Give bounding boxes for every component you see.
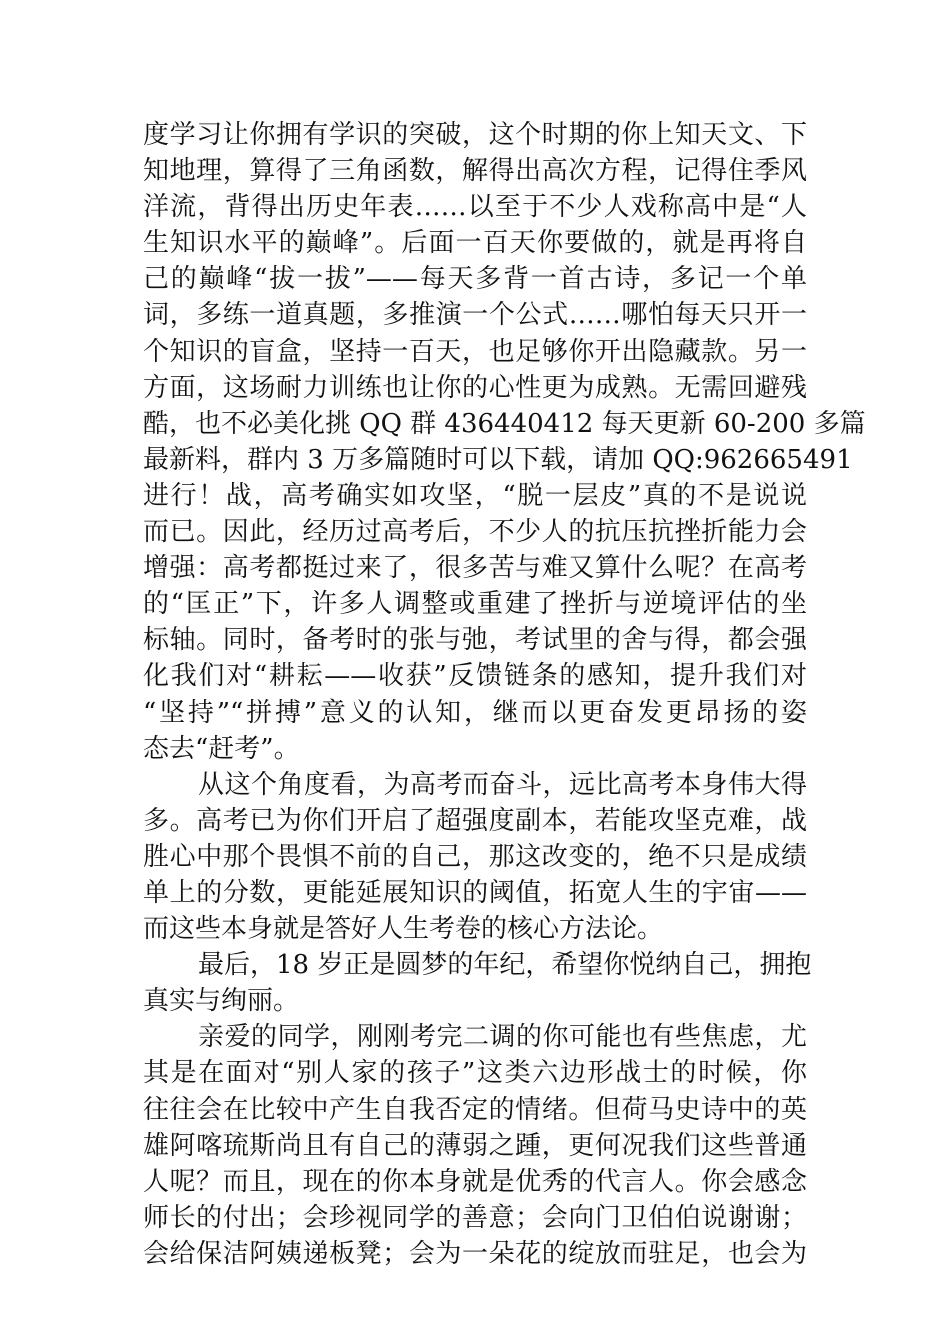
text-line: 从这个角度看，为高考而奋斗，远比高考本身伟大得 [198,769,807,800]
paragraph-1 [143,117,866,767]
text-line: 雄阿喀琉斯尚且有自己的薄弱之踵，更何况我们这些普通 [143,1130,807,1161]
text-line: 己的巅峰“拔一拔”——每天多背一首古诗，多记一个单 [143,264,807,295]
text-line: 的“匡正”下，许多人调整或重建了挫折与逆境评估的坐 [143,589,807,620]
text-line: 态去“赶考”。 [143,733,300,764]
text-line: 个知识的盲盒，坚持一百天，也足够你开出隐藏款。另一 [143,336,807,367]
document-body [143,117,866,1272]
paragraph-3 [143,947,812,1019]
text-line: 真实与绚丽。 [143,986,300,1017]
text-line: 最后，18 岁正是圆梦的年纪，希望你悦纳自己，拥抱 [198,950,812,981]
text-line: 师长的付出；会珍视同学的善意；会向门卫伯伯说谢谢； [143,1202,807,1233]
text-line: 其是在面对“别人家的孩子”这类六边形战士的时候，你 [143,1058,807,1089]
text-line: 往往会在比较中产生自我否定的情绪。但荷马史诗中的英 [143,1094,807,1125]
text-line: 标轴。同时，备考时的张与弛，考试里的舍与得，都会强 [143,625,807,656]
text-line: 洋流，背得出历史年表……以至于不少人戏称高中是“人 [143,192,807,223]
text-line: 多。高考已为你们开启了超强度副本，若能攻坚克难，战 [143,805,807,836]
text-line: 单上的分数，更能延展知识的阈值，拓宽人生的宇宙—— [143,877,807,908]
text-line: 化我们对“耕耘——收获”反馈链条的感知，提升我们对 [143,661,807,692]
text-line: 而已。因此，经历过高考后，不少人的抗压抗挫折能力会 [143,517,807,548]
text-line: 词，多练一道真题，多推演一个公式……哪怕每天只开一 [143,300,807,331]
text-line: 度学习让你拥有学识的突破，这个时期的你上知天文、下 [143,120,807,150]
paragraph-2 [143,767,807,947]
text-line: 亲爱的同学，刚刚考完二调的你可能也有些焦虑，尤 [198,1022,807,1053]
text-line: 增强：高考都挺过来了，很多苦与难又算什么呢？在高考 [143,553,807,584]
text-line: 胜心中那个畏惧不前的自己，那这改变的，绝不只是成绩 [143,841,807,872]
text-line: 生知识水平的巅峰”。后面一百天你要做的，就是再将自 [143,228,807,259]
text-line: “坚持”“拼搏”意义的认知，继而以更奋发更昂扬的姿 [143,697,807,728]
text-line: 最新料，群内 3 万多篇随时可以下载，请加 QQ:962665491 [143,444,853,475]
text-line: 进行！战，高考确实如攻坚，“脱一层皮”真的不是说说 [143,480,807,511]
text-line: 会给保洁阿姨递板凳；会为一朵花的绽放而驻足，也会为 [143,1238,807,1269]
text-line: 酷，也不必美化挑 QQ 群 436440412 每天更新 60-200 多篇 [143,408,866,439]
text-line: 方面，这场耐力训练也让你的心性更为成熟。无需回避残 [143,372,807,403]
text-line: 而这些本身就是答好人生考卷的核心方法论。 [143,914,664,945]
paragraph-4 [143,1019,807,1272]
text-line: 知地理，算得了三角函数，解得出高次方程，记得住季风 [143,156,807,187]
text-line: 人呢？而且，现在的你本身就是优秀的代言人。你会感念 [143,1166,807,1197]
